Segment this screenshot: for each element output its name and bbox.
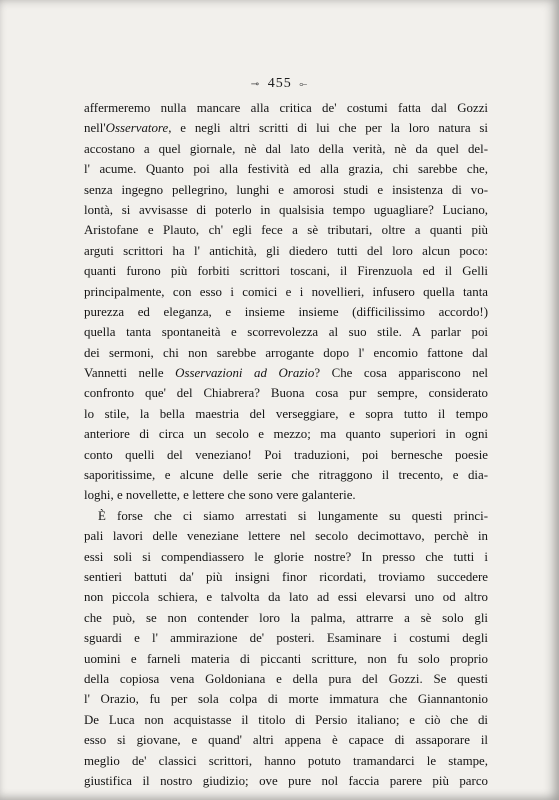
text-line: Aristofane e Plauto, ch' egli fece a sè tributari, oltre a quanti più <box>84 223 488 238</box>
text-line: l' Orazio, fu per sola colpa di morte immatura che Giannantonio <box>84 692 488 707</box>
header-ornament-left: ⊸ <box>250 79 261 90</box>
text-line: senza ingegno pellegrino, lunghi e amorosi studi e insistenza di vo- <box>84 182 488 197</box>
text-line: lontà, si avvisasse di poterlo in qualsisia tempo uguagliare? Luciano, <box>84 202 488 217</box>
text-line: l' acume. Quanto poi alla festività ed alla grazia, chi sarebbe che, <box>84 162 488 177</box>
text-line: principalmente, con esso i comici e i novellieri, infusero quella tanta <box>84 284 488 299</box>
italic-title: Osservazioni ad Orazio <box>175 366 315 381</box>
text-line: arguti scrittori ha l' antichità, gli diedero tutti del loro alcun poco: <box>84 243 488 258</box>
text-line: pali lavori delle veneziane lettere nel secolo decimottavo, perchè in <box>84 529 488 544</box>
text-line: Vannetti nelle Osservazioni ad Orazio? Che cosa appariscono nel <box>84 366 488 381</box>
text-line: giustifica il nostro giudizio; ove pure nol faccia parere più parco <box>84 773 488 788</box>
text-line: dei sermoni, chi non sarebbe arrogante dopo l' encomio fattone dal <box>84 345 488 360</box>
header-ornament-right: ⟜ <box>299 79 309 90</box>
text-line: loghi, e novellette, e lettere che sono vere galanterie. <box>84 488 356 503</box>
text-line: quella tanta spontaneità e scorrevolezza al suo stile. A parlar poi <box>84 325 488 340</box>
text-line: essi soli si compendiassero le glorie nostre? In presso che tutti i <box>84 549 488 564</box>
text-line: esso si giovane, e quand' altri appena è capace di assaporare il <box>84 733 488 748</box>
text-line: È forse che ci siamo arrestati si lungamente su questi princi- <box>98 508 488 523</box>
text-line: uomini e farneli materia di piccanti scritture, non fu solo proprio <box>84 651 488 666</box>
text-line: saporitissime, e alcune delle serie che ritraggono il trecento, e dia- <box>84 468 488 483</box>
text-line: non piccola schiera, e talvolta da lato ad essi elevarsi uno od altro <box>84 590 488 605</box>
text-line: lo stile, la bella maestria del verseggiare, e sopra tutto il tempo <box>84 406 488 421</box>
text-line: affermeremo nulla mancare alla critica de' costumi fatta dal Gozzi <box>84 101 488 115</box>
text-line: nell'Osservatore, e negli altri scritti di lui che per la loro natura si <box>84 121 488 136</box>
page-header <box>0 76 559 92</box>
text-line: meglio de' classici scrittori, hanno potuto tramandarci le stampe, <box>84 753 488 768</box>
text-line: sguardi e l' ammirazione de' posteri. Esaminare i costumi degli <box>84 631 488 646</box>
text-line: accostano a quel giornale, nè dal lato della verità, nè da quel del- <box>84 141 488 156</box>
text-line: purezza ed eleganza, e insieme insieme (difficilissimo accordo!) <box>84 304 488 319</box>
text-line: che può, se non contender loro la palma, attrarre a sè solo gli <box>84 610 488 625</box>
page-number: 455 <box>267 76 292 91</box>
text-line: quanti furono più forbiti scrittori toscani, il Firenzuola ed il Gelli <box>84 264 488 279</box>
body-text <box>84 98 488 791</box>
text-line: confronto que' del Chiabrera? Buona cosa pur sempre, considerato <box>84 386 488 401</box>
text-line: De Luca non acquistasse il titolo di Persio italiano; e ciò che di <box>84 712 488 727</box>
text-line: anteriore di circa un secolo e mezzo; ma quanto superiori in ogni <box>84 427 488 442</box>
text-line: della copiosa vena Goldoniana e della pura del Gozzi. Se questi <box>84 671 488 686</box>
italic-title: Osservatore <box>105 121 169 136</box>
text-line: sentieri battuti da' più insigni finor ricordati, troviamo succedere <box>84 569 488 584</box>
text-line: conto quelli del veneziano! Poi traduzioni, poi bernesche poesie <box>84 447 488 462</box>
